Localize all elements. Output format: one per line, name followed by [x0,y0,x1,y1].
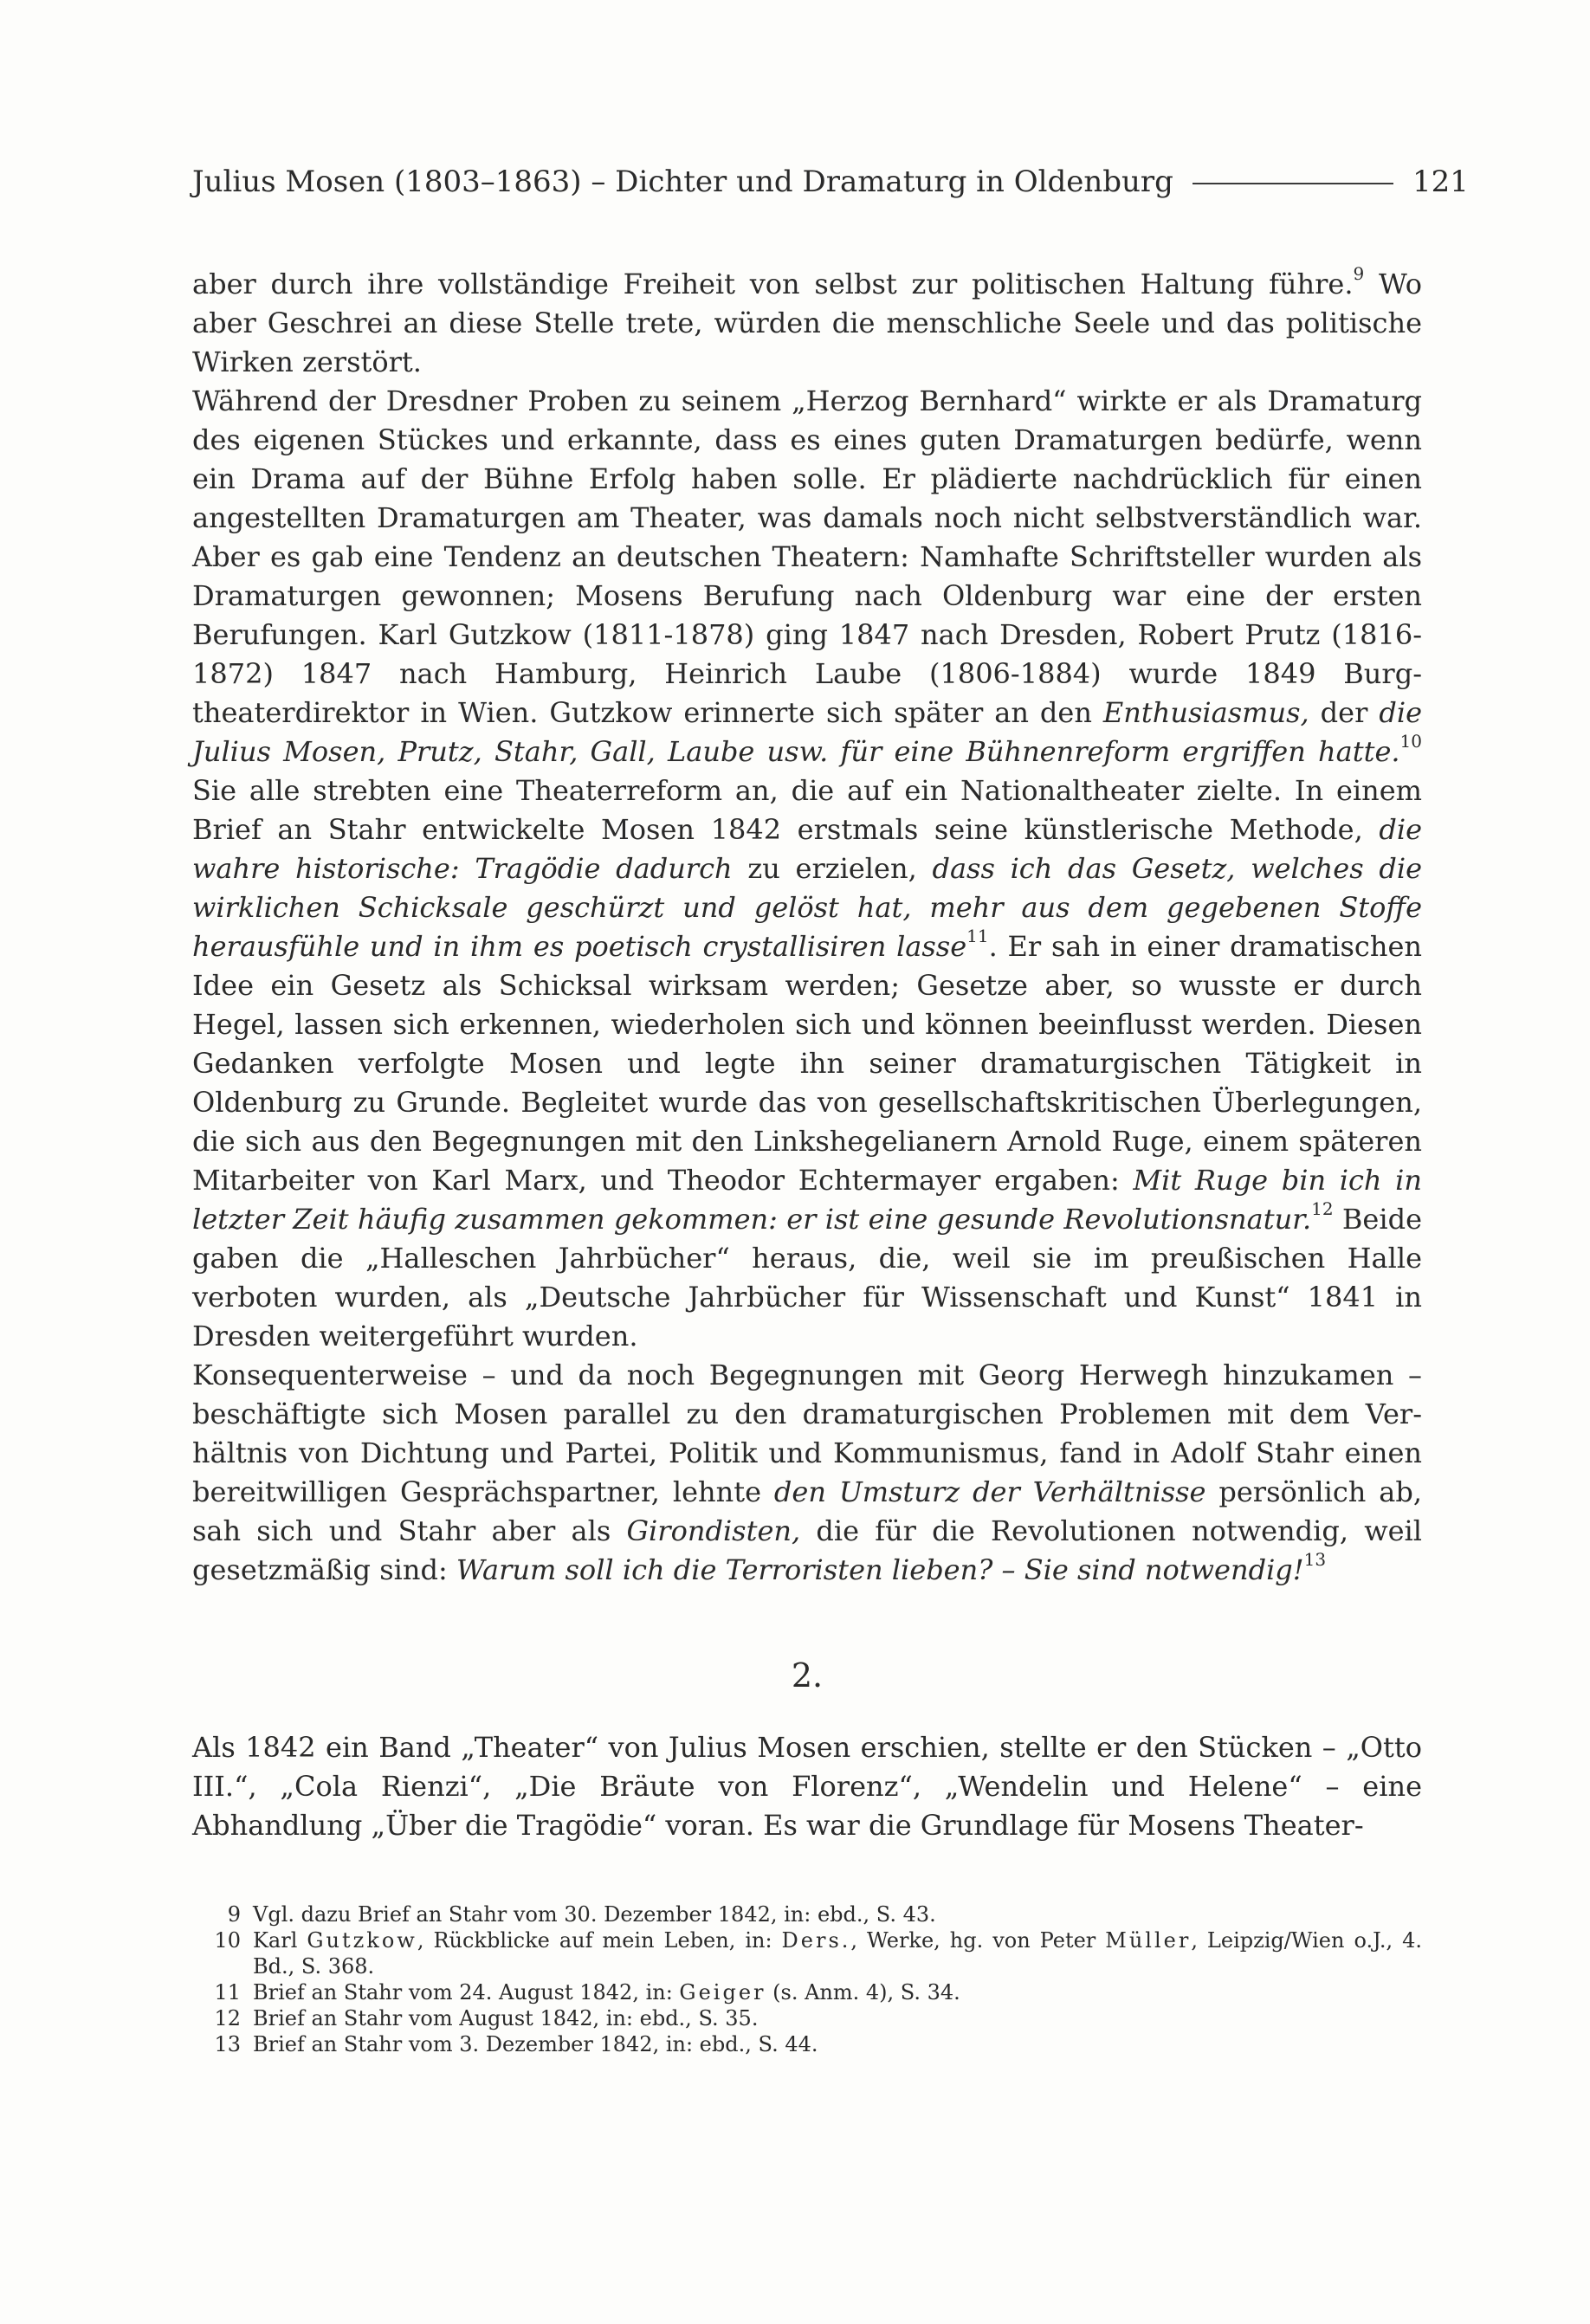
running-head-title: Julius Mosen (1803–1863) – Dichter und Dramaturg in Oldenburg [192,165,1173,199]
footnote-10 [192,1927,1422,1979]
footnote-ref-10[interactable]: 10 [1399,731,1422,752]
running-head [192,161,1469,203]
footnote-text: Vgl. dazu Brief an Stahr vom 30. Dezember 1842, in: ebd., S. 43. [253,1902,936,1927]
section-text [192,1728,1422,1845]
footnote-number: 11 [214,1980,241,2004]
footnote-9 [192,1901,1422,1927]
footnote-text: Brief an Stahr vom 3. Dezember 1842, in: ebd., S. 44. [253,2032,818,2056]
footnote-text: Brief an Stahr vom August 1842, in: ebd., S. 35. [253,2006,759,2030]
footnote-text: Brief an Stahr vom 24. August 1842, in: Geiger (s. Anm. 4), S. 34. [253,1980,960,2004]
body-text [192,265,1422,1590]
footnote-text: Karl Gutzkow, Rückblicke auf mein Leben, in: Ders., Werke, hg. von Peter Müller, Leipzig/Wien o.J., 4. Bd., S. 368. [253,1928,1422,1979]
footnote-number: 13 [214,2032,241,2056]
page-number: 121 [1412,165,1469,199]
footnote-number: 9 [227,1902,241,1927]
footnote-ref-9[interactable]: 9 [1353,263,1365,285]
footnote-12 [192,2005,1422,2031]
section-heading: 2. [791,1656,824,1695]
footnote-number: 10 [214,1928,241,1953]
paragraph-1: aber durch ihre vollständige Freiheit von selbst zur politischen Haltung führe.$^9$ Wo aber Geschrei an diese Stelle trete, würden die menschliche Seele und das politische Wirken zerstört. [192,263,1423,378]
footnote-13 [192,2031,1422,2057]
footnote-ref-11[interactable]: 11 [966,926,989,947]
footnote-number: 12 [214,2006,241,2030]
footnotes [192,1901,1422,2057]
paragraph-3: Konsequenterweise – und da noch Begegnungen mit Georg Herwegh hinzukamen – beschäftigte sich Mosen parallel zu den dramaturgischen Problemen mit dem Verhältnis von Dichtung und Partei, Politik und Kommunismus, fand in Adolf Stahr einen bereitwilligen Gesprächspartner, lehnte den Umsturz der Verhältnisse persönlich ab, sah sich und Stahr aber als Girondisten, die für die Revolutionen notwendig, weil gesetzmäßig sind: Warum soll ich die Terroristen lieben? – Sie sind notwendig!$^{13}$ [192,1359,1423,1586]
running-head-rule [1192,183,1393,184]
section-paragraph-1: Als 1842 ein Band „Theater“ von Julius Mosen erschien, stellte er den Stücken – „Otto III.“, „Cola Rienzi“, „Die Bräute von Florenz“, „Wendelin und Helene“ – eine Abhandlung „Über die Tragödie“ voran. Es war die Grundlage für Mosens Theater- [192,1731,1422,1842]
footnote-ref-13[interactable]: 13 [1303,1549,1327,1571]
footnote-ref-12[interactable]: 12 [1311,1198,1334,1220]
paragraph-2: Während der Dresdner Proben zu seinem „Herzog Bernhard“ wirkte er als Dramaturg des eigenen Stückes und erkannte, dass es eines guten Dramaturgen bedürfe, wenn ein Drama auf der Bühne Erfolg haben solle. Er plädierte nachdrücklich für einen angestellten Dramaturgen am Theater, was damals noch nicht selbstverständlich war. Aber es gab eine Tendenz an deutschen Theatern: Namhafte Schriftsteller wurden als Dramaturgen gewonnen; Mosens Berufung nach Oldenburg war eine der ersten Berufungen. Karl Gutzkow (1811-1878) ging 1847 nach Dresden, Robert Prutz (1816-1872) 1847 nach Hamburg, Heinrich Laube (1806-1884) wurde 1849 Burgtheaterdirektor in Wien. Gutzkow erinnerte sich später an den Enthusiasmus, der die Julius Mosen, Prutz, Stahr, Gall, Laube usw. für eine Bühnenreform ergriffen hatte.$^{10}$ Sie alle strebten eine Theaterreform an, die auf ein Nationaltheater zielte. In einem Brief an Stahr entwickelte Mosen 1842 erstmals seine künstlerische Methode, die wahre historische: Tragödie dadurch zu erzielen, dass ich das Gesetz, welches die wirklichen Schicksale geschürzt und gelöst hat, mehr aus dem gegebenen Stoffe herausfühle und in ihm es poetisch crystallisiren lasse$^{11}$. Er sah in einer dramatischen Idee ein Gesetz als Schicksal wirksam werden; Gesetze aber, so wusste er durch Hegel, lassen sich erkennen, wiederholen sich und können beeinflusst werden. Diesen Gedanken verfolgte Mosen und legte ihn seiner dramaturgischen Tätigkeit in Oldenburg zu Grunde. Begleitet wurde das von gesellschaftskritischen Überlegungen, die sich aus den Begegnungen mit den Linkshegelianern Arnold Ruge, einem späteren Mitarbeiter von Karl Marx, und Theodor Echtermayer ergaben: Mit Ruge bin ich in letzter Zeit häufig zusammen gekommen: er ist eine gesunde Revolutionsnatur.$^{12}$ Beide gaben die „Halleschen Jahrbücher“ heraus, die, weil sie im preußischen Halle verboten wurden, als „Deutsche Jahrbücher für Wissenschaft und Kunst“ 1841 in Dresden weitergeführt wurden. [192,384,1423,1352]
page [192,0,1469,2324]
footnote-11 [192,1979,1422,2005]
